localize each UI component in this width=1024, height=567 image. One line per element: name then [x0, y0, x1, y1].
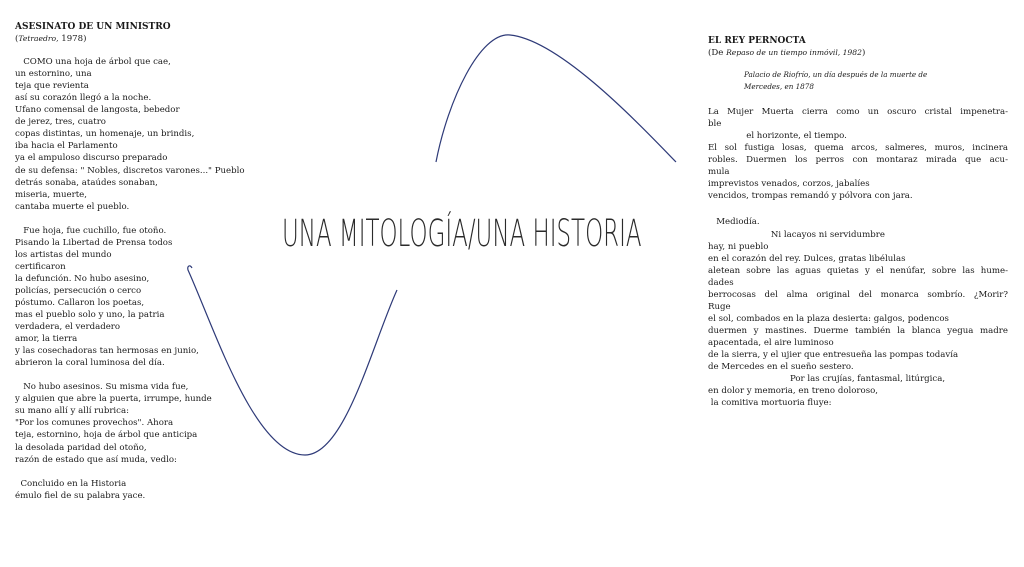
poem-line: en dolor y memoria, en treno doloroso,: [708, 386, 879, 397]
poem-line: duermen y mastines. Duerme también la blanca yegua madre: [708, 325, 1008, 336]
poem-line: el horizonte, el tiempo.: [708, 131, 847, 142]
poem-line: Ruge: [708, 301, 731, 312]
stanza-gap: [15, 466, 265, 478]
poem-line: copas distintas, un homenaje, un brindis,: [15, 129, 195, 140]
poem-line: miseria, muerte,: [15, 189, 87, 200]
poem-line: razón de estado que así muda, vedlo:: [15, 454, 177, 465]
poem-line: un estornino, una: [15, 69, 92, 80]
poem-line: dades: [708, 277, 734, 288]
poem-line: Concluido en la Historia: [15, 478, 127, 489]
poem-line: así su corazón llegó a la noche.: [15, 93, 152, 104]
poem-line: policías, persecución o cerco: [15, 285, 142, 296]
poem-line: Fue hoja, fue cuchillo, fue otoño.: [15, 225, 167, 236]
poem-line: vencidos, trompas remandó y pólvora con jara.: [708, 191, 913, 202]
left-poem-body: [15, 56, 265, 502]
poem-line: El sol fustiga losas, quema arcos, salmeres, muros, incinera: [708, 143, 1008, 154]
left-poem: [15, 21, 265, 502]
poem-line: Por las crujías, fantasmal, litúrgica,: [708, 374, 946, 385]
right-poem-epigraph: Palacio de Riofrío, un día después de la muerte de Mercedes, en 1878: [744, 70, 928, 91]
poem-line: imprevistos venados, corzos, jabalíes: [708, 179, 870, 190]
poem-line: "Por los comunes provechos". Ahora: [15, 418, 174, 429]
poem-line: detrás sonaba, ataúdes sonaban,: [15, 177, 158, 188]
stanza-gap: [15, 213, 265, 225]
poem-line: verdadera, el verdadero: [15, 322, 121, 333]
poem-line: de Mercedes en el sueño sestero.: [708, 362, 854, 373]
stanza-gap: [708, 202, 1008, 216]
right-poem: [708, 35, 1008, 409]
poem-line: amor, la tierra: [15, 334, 78, 345]
poem-line: teja que revienta: [15, 81, 89, 92]
left-poem-source: (Tetraedro, 1978): [15, 34, 87, 45]
poem-line: de la sierra, y el ujier que entresueña las pompas todavía: [708, 349, 959, 360]
poem-line: de su defensa: " Nobles, discretos varones..." Pueblo: [15, 165, 245, 176]
right-poem-title: EL REY PERNOCTA: [708, 36, 806, 46]
poem-line: robles. Duermen los perros con montaraz mirada que acu-: [708, 155, 1008, 166]
poem-line: su mano allí y allí rubrica:: [15, 406, 130, 417]
poem-line: teja, estornino, hoja de árbol que anticipa: [15, 430, 198, 441]
poem-line: aletean sobre las aguas quietas y el nenúfar, sobre las hume-: [708, 265, 1008, 276]
right-poem-book: Repaso de un tiempo inmóvil, 1982: [726, 48, 862, 58]
poem-line: certificaron: [15, 261, 66, 272]
left-poem-title: ASESINATO DE UN MINISTRO: [15, 22, 171, 32]
poem-line: abrieron la coral luminosa del día.: [15, 358, 165, 369]
left-poem-book: Tetraedro,: [18, 34, 59, 44]
poem-line: ble: [708, 119, 722, 130]
poem-line: ya el ampuloso discurso preparado: [15, 153, 168, 164]
poem-line: Pisando la Libertad de Prensa todos: [15, 237, 173, 248]
left-poem-year: 1978): [61, 34, 87, 45]
poem-line: en el corazón del rey. Dulces, gratas libélulas: [708, 253, 906, 264]
poem-line: y las cosechadoras tan hermosas en junio,: [15, 346, 199, 357]
poem-line: iba hacia el Parlamento: [15, 141, 118, 152]
poem-line: hay, ni pueblo: [708, 241, 769, 252]
poem-line: berrocosas del alma original del monarca sombrío. ¿Morir?: [708, 289, 1008, 300]
poem-line: No hubo asesinos. Su misma vida fue,: [15, 382, 189, 393]
poem-line: émulo fiel de su palabra yace.: [15, 490, 146, 501]
right-poem-source: (De Repaso de un tiempo inmóvil, 1982): [708, 48, 866, 59]
poem-line: Ni lacayos ni servidumbre: [708, 229, 885, 240]
poem-line: Ufano comensal de langosta, bebedor: [15, 105, 180, 116]
poem-line: cantaba muerte el pueblo.: [15, 201, 130, 212]
poem-line: La Mujer Muerta cierra como un oscuro cristal impenetra-: [708, 107, 1008, 118]
poem-line: mula: [708, 167, 730, 178]
poem-line: la comitiva mortuoria fluye:: [708, 398, 832, 409]
poem-line: mas el pueblo solo y uno, la patria: [15, 310, 165, 321]
poem-line: Mediodía.: [708, 217, 760, 228]
poem-line: póstumo. Callaron los poetas,: [15, 297, 145, 308]
stanza-gap: [15, 369, 265, 381]
poem-line: apacentada, el aire luminoso: [708, 337, 834, 348]
right-poem-body: [708, 106, 1008, 409]
poem-line: y alguien que abre la puerta, irrumpe, hunde: [15, 394, 212, 405]
poem-line: el sol, combados en la plaza desierta: galgos, podencos: [708, 313, 949, 324]
poem-line: la desolada paridad del otoño,: [15, 442, 147, 453]
poem-line: la defunción. No hubo asesino,: [15, 273, 150, 284]
poem-line: COMO una hoja de árbol que cae,: [15, 57, 171, 68]
poem-line: los artistas del mundo: [15, 249, 112, 260]
poem-line: de jerez, tres, cuatro: [15, 117, 106, 128]
center-title: UNA MITOLOGÍA/UNA HISTORIA: [282, 212, 642, 255]
